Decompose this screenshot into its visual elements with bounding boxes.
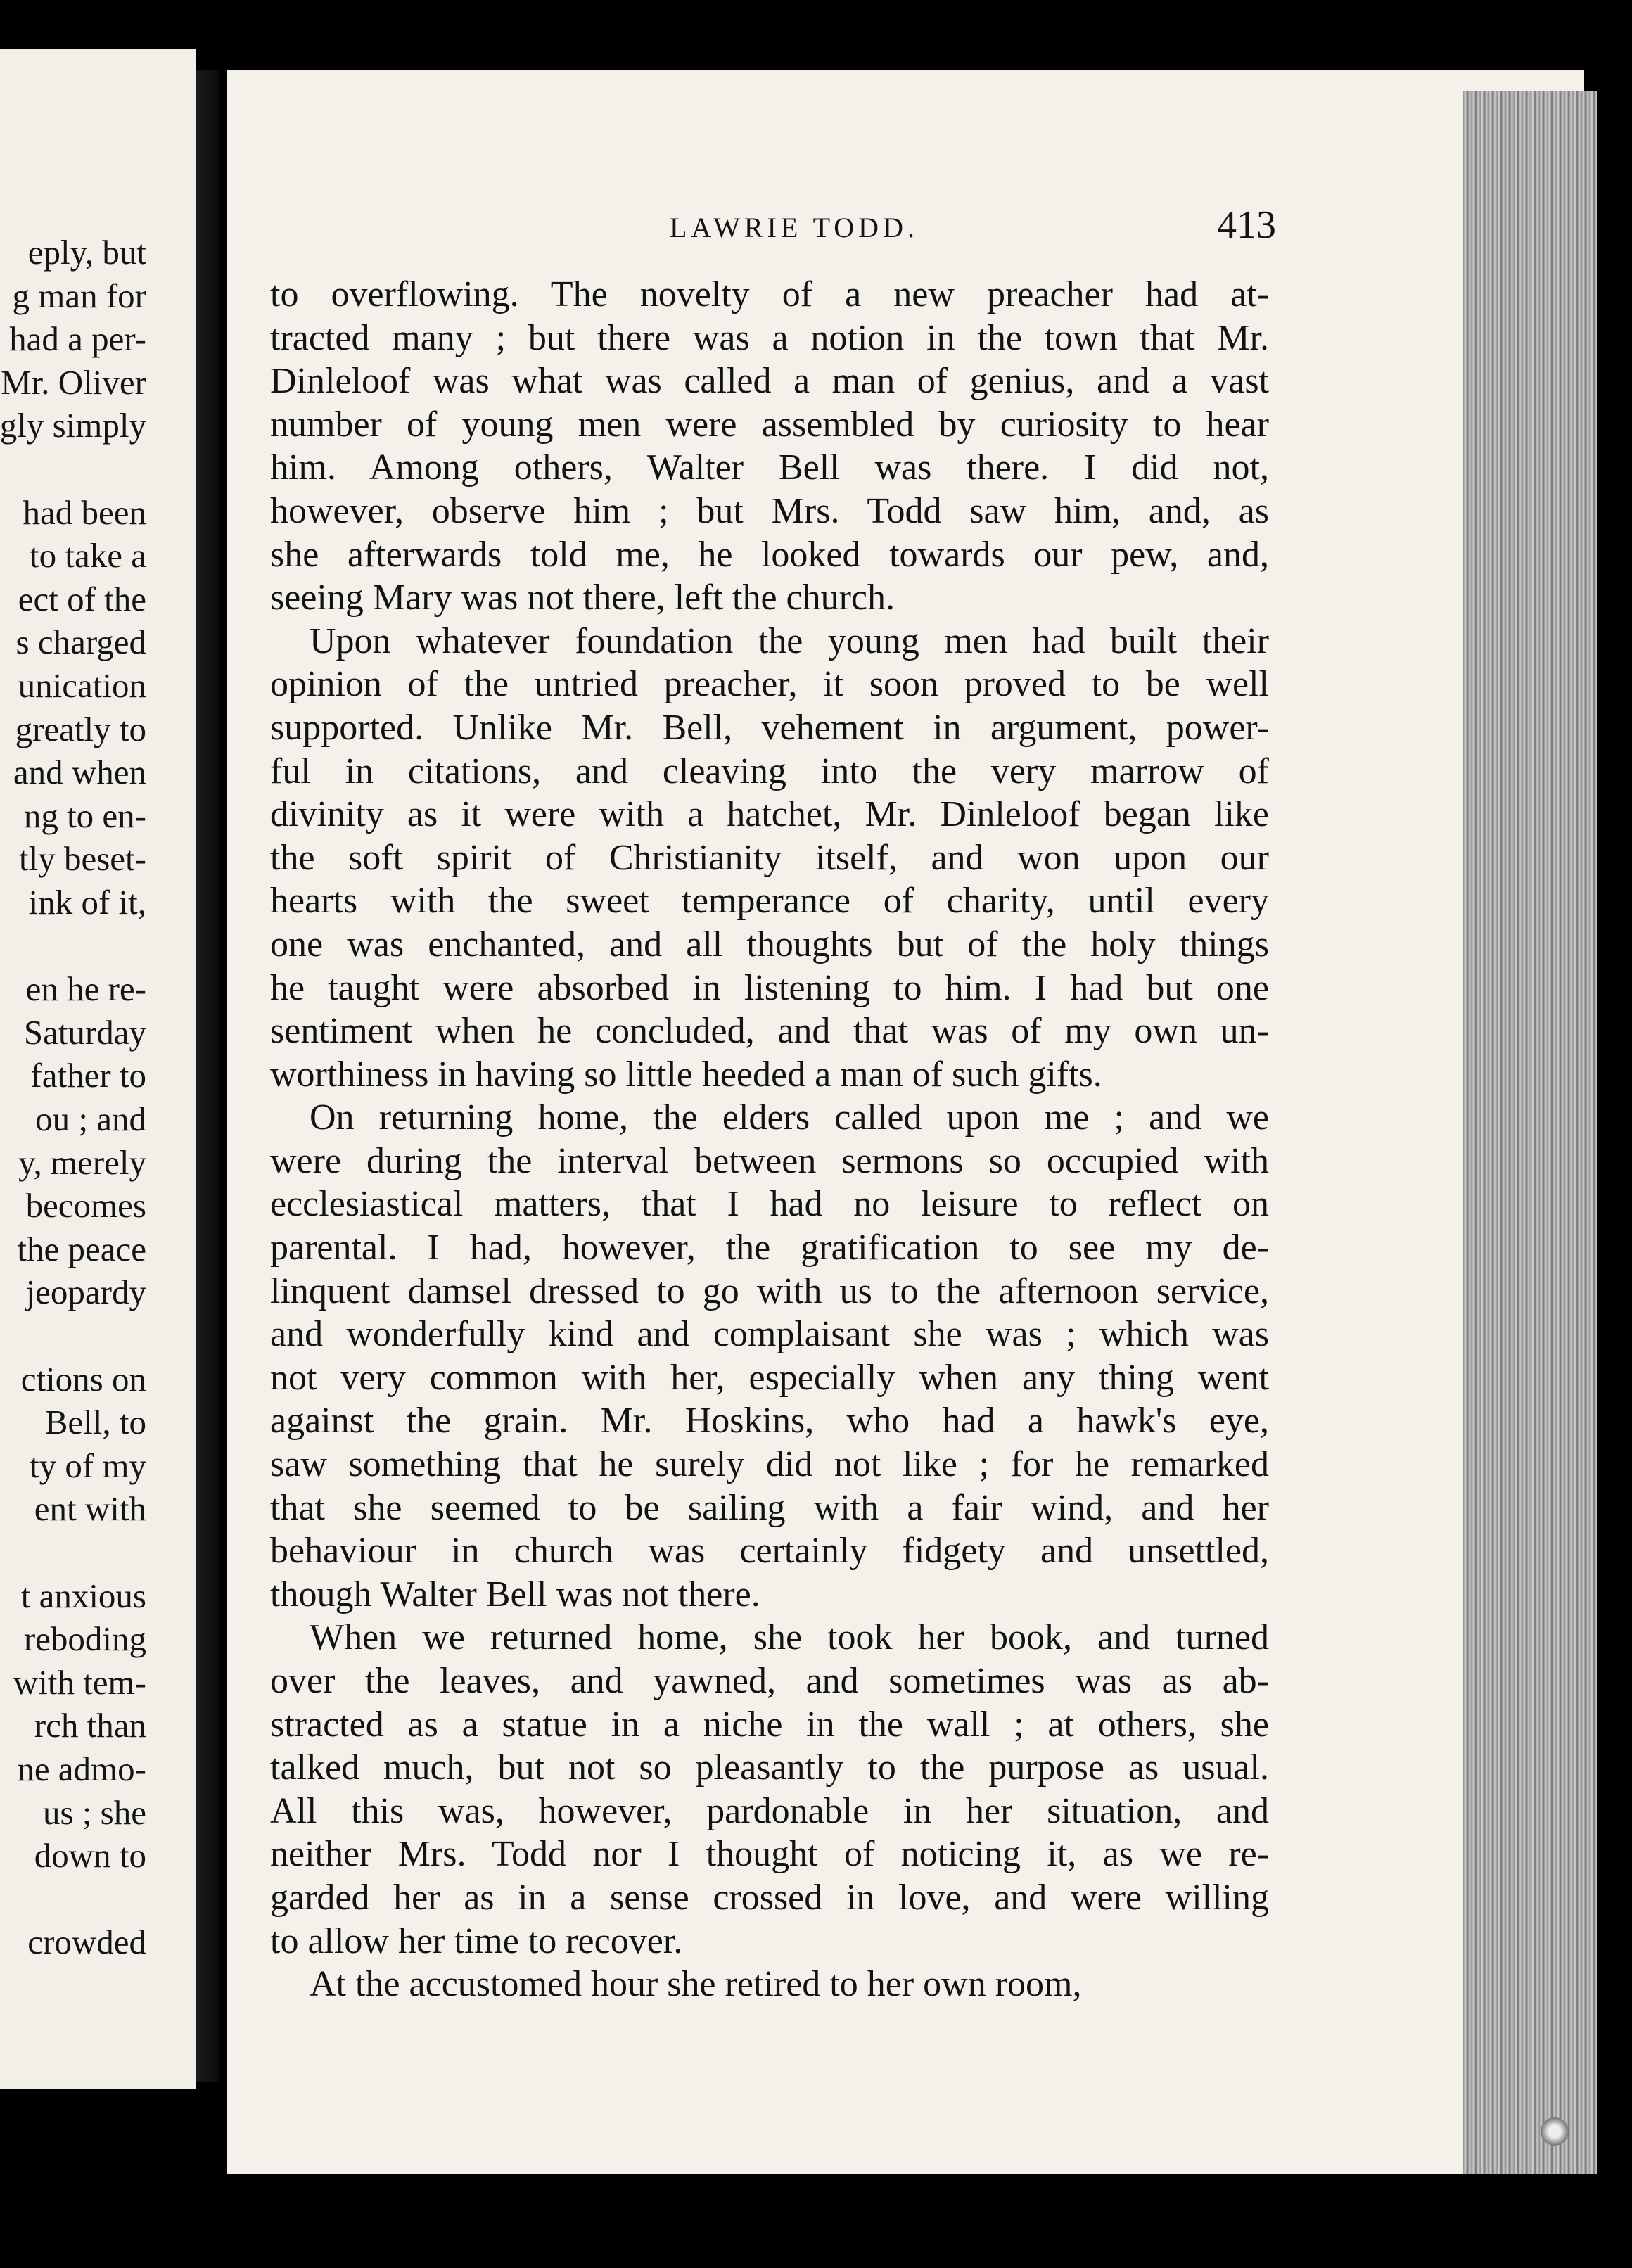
text-line: against the grain. Mr. Hoskins, who had a hawk's eye, [270,1401,1269,1441]
left-page-line: rch than [34,1706,146,1745]
left-page-line: Mr. Oliver [1,362,146,402]
text-line: sentiment when he concluded, and that was of my own un- [270,1011,1269,1052]
text-line: were during the interval between sermons so occupied with [270,1140,1269,1181]
text-line: though Walter Bell was not there. [270,1574,760,1614]
left-page-line: us ; she [43,1792,146,1832]
left-page-line: Bell, to [44,1403,146,1442]
text-line: talked much, but not so pleasantly to the purpose as usual. [270,1747,1269,1788]
left-page-line: eply, but [27,233,146,272]
text-line: the soft spirit of Christianity itself, and won upon our [270,837,1269,878]
left-page-line: father to [30,1056,146,1095]
left-page-line: t anxious [20,1576,146,1615]
text-line: seeing Mary was not there, left the church. [270,578,895,618]
text-line: however, observe him ; but Mrs. Todd saw him, and, as [270,490,1269,531]
left-page-line: ng to en- [23,796,146,835]
left-page-line: s charged [15,623,146,662]
left-page-line: crowded [27,1923,146,1962]
text-line: Dinleloof was what was called a man of genius, and a vast [270,361,1269,402]
text-line: tracted many ; but there was a notion in the town that Mr. [270,317,1269,358]
text-line: Upon whatever foundation the young men had built their [310,620,1269,661]
text-line: When we returned home, she took her book, and turned [310,1617,1269,1658]
text-line: not very common with her, especially when any thing went [270,1357,1269,1398]
text-line: ful in citations, and cleaving into the very marrow of [270,751,1269,791]
left-page-line: ou ; and [35,1100,146,1138]
left-page-line: greatly to [15,709,146,748]
left-page-line: becomes [25,1186,146,1225]
text-line: and wonderfully kind and complaisant she was ; which was [270,1314,1269,1355]
left-page-line: the peace [17,1229,146,1268]
text-line: At the accustomed hour she retired to her own room, [310,1964,1082,2005]
left-page-line: with tem- [13,1662,146,1702]
text-line: linquent damsel dressed to go with us to the afternoon service, [270,1270,1269,1311]
left-page-line: had a per- [9,319,146,359]
left-page-line: ty of my [29,1446,146,1485]
text-line: garded her as in a sense crossed in love, and were willing [270,1877,1269,1918]
left-page-line: y, merely [18,1142,146,1182]
page-header [227,203,1584,267]
text-line: divinity as it were with a hatchet, Mr. Dinleloof began like [270,794,1269,835]
left-page-line: reboding [23,1619,146,1659]
right-page [227,70,1584,2174]
left-page-line: had been [23,492,146,532]
corner-blemish [1541,2117,1569,2146]
text-line: over the leaves, and yawned, and sometimes was as ab- [270,1661,1269,1701]
paragraph [270,1616,1269,1963]
left-page-line: jeopardy [25,1273,146,1312]
running-title: LAWRIE TODD. [670,212,919,243]
text-line: stracted as a statue in a niche in the wall ; at others, she [270,1704,1269,1745]
left-page-line: Saturday [23,1012,146,1052]
body-text [270,273,1269,2006]
left-page-line: en he re- [25,969,146,1009]
text-line: On returning home, the elders called upon me ; and we [310,1097,1269,1138]
left-page-line: g man for [12,276,146,315]
left-page-line: down to [34,1836,146,1875]
text-line: hearts with the sweet temperance of charity, until every [270,881,1269,922]
text-line: number of young men were assembled by curiosity to hear [270,404,1269,445]
text-line: worthiness in having so little heeded a man of such gifts. [270,1054,1102,1095]
text-line: saw something that he surely did not like ; for he remarked [270,1444,1269,1485]
text-line: him. Among others, Walter Bell was there. I did not, [270,447,1269,488]
paragraph [270,273,1269,620]
paragraph [270,1963,1269,2006]
paragraph [270,620,1269,1097]
left-page-line: unication [18,666,146,705]
left-page-line: ne admo- [17,1750,146,1788]
left-page-line: and when [13,753,146,792]
book-gutter [196,70,219,2082]
left-page-line: to take a [30,536,146,575]
text-line: neither Mrs. Todd nor I thought of noticing it, as we re- [270,1834,1269,1875]
text-line: behaviour in church was certainly fidgety and unsettled, [270,1531,1269,1572]
paragraph [270,1096,1269,1616]
left-page-line: gly simply [0,406,146,445]
page-edges [1463,91,1597,2174]
left-page-line: ent with [34,1489,146,1529]
text-line: opinion of the untried preacher, it soon proved to be well [270,664,1269,705]
left-page-line: ink of it, [28,883,146,922]
left-page-line: tly beset- [19,839,146,879]
left-page-line: ctions on [20,1359,146,1399]
text-line: she afterwards told me, he looked towards our pew, and, [270,534,1269,575]
text-line: parental. I had, however, the gratification to see my de- [270,1228,1269,1268]
page-number: 413 [1217,203,1276,247]
left-page-line: ect of the [18,579,146,618]
text-line: to overflowing. The novelty of a new preacher had at- [270,274,1269,314]
text-line: All this was, however, pardonable in her situation, and [270,1790,1269,1831]
text-line: to allow her time to recover. [270,1920,683,1961]
left-page-fragment [0,49,196,2089]
text-line: supported. Unlike Mr. Bell, vehement in argument, power- [270,707,1269,748]
text-line: he taught were absorbed in listening to him. I had but one [270,967,1269,1008]
text-line: one was enchanted, and all thoughts but of the holy things [270,924,1269,964]
text-line: ecclesiastical matters, that I had no leisure to reflect on [270,1184,1269,1225]
text-line: that she seemed to be sailing with a fair wind, and her [270,1487,1269,1528]
